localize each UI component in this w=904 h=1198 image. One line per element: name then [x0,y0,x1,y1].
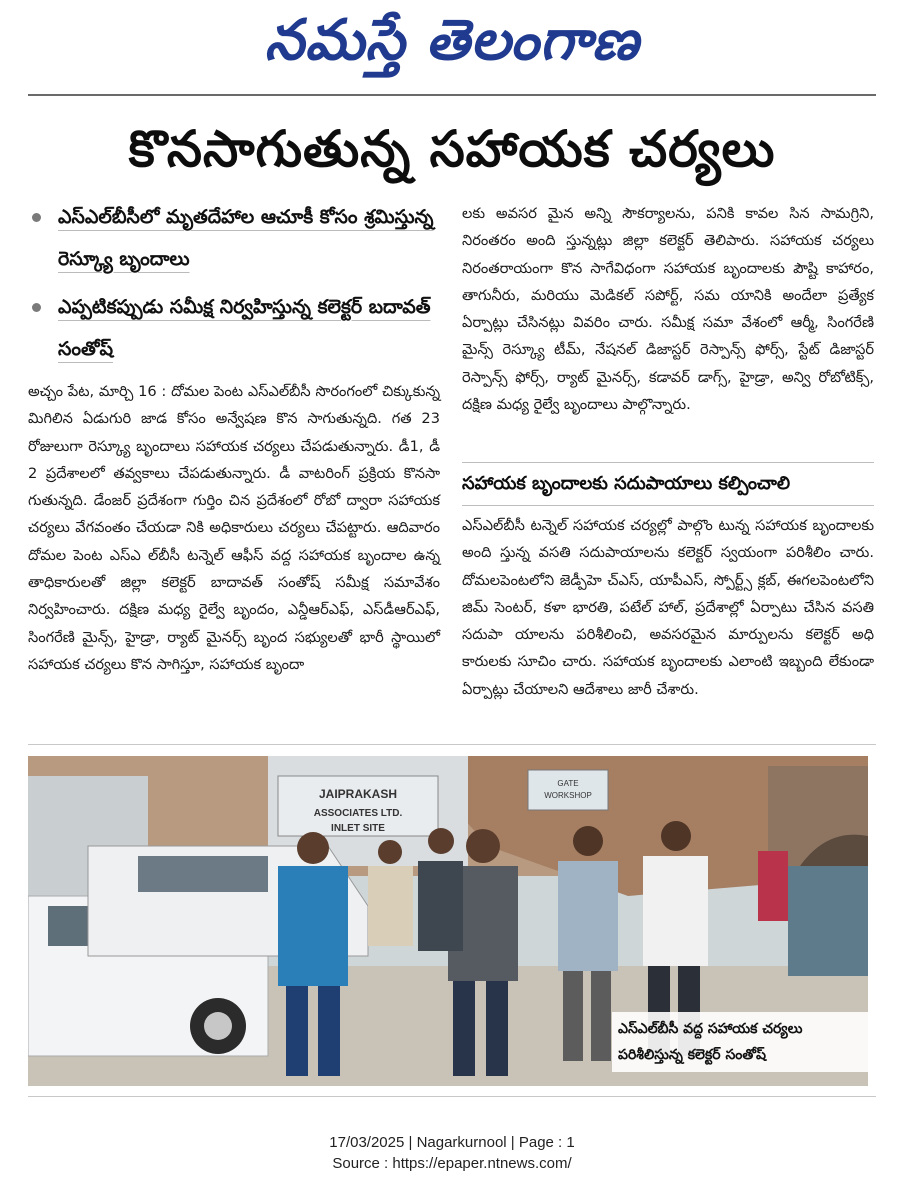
masthead-divider [28,94,876,96]
bullet-list [26,196,446,370]
site-sign-line1: JAIPRAKASH [318,787,398,801]
bullet-dot-icon [32,303,41,312]
article-right-column-bottom: ఎస్‌ఎల్‌బీసీ టన్నెల్ సహాయక చర్యల్లో పాల్గొం టున్న సహాయక బృందాలకు అంది స్తున్న వసతి సదుపాయాలను కలెక్టర్ స్వయంగా పరిశీలిం చారు. దోమలపెంటలోని జెడ్పీహె చ్‌ఎస్, యాపీఎస్, స్పోర్ట్స్ క్లబ్, ఈగలపెంటలోని జిమ్ సెంటర్, కళా భారతి, పటేల్ హాల్, ప్రదేశాల్లో ఏర్పాటు చేసిన వసతి సదుపా యాలను పరిశీలించి, అవసరమైన మార్పులను కలెక్టర్ అధి కారులకు సూచిం చారు. సహాయక బృందాలకు ఎలాంటి ఇబ్బంది లేకుండా ఏర్పాట్లు చేయాలని ఆదేశాలు జారీ చేశారు. [462,517,874,698]
footer-source-link[interactable]: Source : https://epaper.ntnews.com/ [332,1155,572,1172]
headline: కొనసాగుతున్న సహాయక చర్యలు [128,120,776,178]
footer-edition-info: 17/03/2025 | Nagarkurnool | Page : 1 [329,1134,575,1151]
small-sign-line1: GATE [557,779,579,788]
site-sign-line3: INLET SITE [331,823,385,834]
article-left-column: అచ్చం పేట, మార్చి 16 : దోమల పెంట ఎస్‌ఎల్‌బీసీ సొరంగంలో చిక్కుకున్న మిగిలిన ఏడుగురి జాడ కోసం అన్వేషణ కొన సాగుతున్నది. గత 23 రోజులుగా రెస్క్యూ బృందాలు సహాయక చర్యలు చేపడుతున్నారు. డీ1, డీ 2 ప్రదేశాలలో తవ్వకాలు చేపడుతున్నారు. డీ వాటరింగ్ ప్రక్రియ కొనసా గుతున్నది. డేంజర్ ప్రదేశంగా గుర్తిం చిన ప్రదేశంలో రోబో ద్వారా సహాయక చర్యలు వేగవంతం చేయడా నికి అధికారులు చర్యలు చేపట్టారు. ఆదివారం దోమల పెంట ఎస్ఎ ల్‌బీసీ టన్నెల్ ఆఫీస్ వద్ద సహాయక బృందాల ఉన్న తాధికారులతో జిల్లా కలెక్టర్ బాదావత్ సంతోష్ సమీక్ష సమావేశం నిర్వహించారు. దక్షిణ మధ్య రైల్వే బృందం, ఎన్డీఆర్ఎఫ్, ఎస్‌డీఆర్ఎఫ్, సింగరేణి మైన్స్, హైడ్రా, ర్యాట్ మైనర్స్ బృంద సభ్యులతో భారీ స్థాయిలో సహాయక చర్యలు కొన సాగిస్తూ, సహాయక బృందా [28,383,440,673]
photo-caption: ఎస్‌ఎల్‌బీసీ వద్ద సహాయక చర్యలు పరిశీలిస్తున్న కలెక్టర్ సంతోష్ [612,1012,870,1072]
bullet-item [26,286,446,370]
newspaper-title: నమస్తే తెలంగాణ [264,8,640,73]
bullet-text: ఎప్పటికప్పుడు సమీక్ష నిర్వహిస్తున్న కలెక్టర్ బదావత్ సంతోష్ [58,296,431,360]
small-sign-line2: WORKSHOP [544,791,592,800]
page-footer [0,1132,904,1174]
bullet-item [26,196,446,280]
site-sign-line2: ASSOCIATES LTD. [313,808,403,819]
masthead [0,6,904,76]
bullet-dot-icon [32,213,41,222]
article-right-column-top: లకు అవసర మైన అన్ని సౌకర్యాలను, పనికి కావల సిన సామగ్రిని, నిరంతరం అంది స్తున్నట్లు జిల్లా కలెక్టర్ తెలిపారు. సహాయక చర్యలు నిరంతరాయంగా కొన సాగేవిధంగా సహాయక బృందాలకు పౌష్టి కాహారం, తాగునీరు, మరియు మెడికల్ సపోర్ట్, సమ యానికి అందేలా ప్రత్యేక ఏర్పాట్లు చేసినట్లు వివరిం చారు. సమీక్ష సమా వేశంలో ఆర్మీ, సింగరేణి మైన్స్ రెస్క్యూ టీమ్, నేషనల్ డిజాస్టర్ రెస్పాన్స్ ఫోర్స్, స్టేట్ డిజాస్టర్ రెస్పాన్స్ ఫోర్స్, ర్యాట్ మైనర్స్, కడావర్ డాగ్స్, హైడ్రా, అన్వి రోబోటిక్స్, దక్షిణ మధ్య రైల్వే బృందాలు పాల్గొన్నారు. [462,205,874,414]
photo-top-divider [28,744,876,745]
photo-bottom-divider [28,1096,876,1097]
bullet-text: ఎస్‌ఎల్‌బీసీలో మృతదేహాల ఆచూకీ కోసం శ్రమిస్తున్న రెస్క్యూ బృందాలు [58,206,434,270]
article-subheading: సహాయక బృందాలకు సదుపాయాలు కల్పించాలి [462,462,874,506]
